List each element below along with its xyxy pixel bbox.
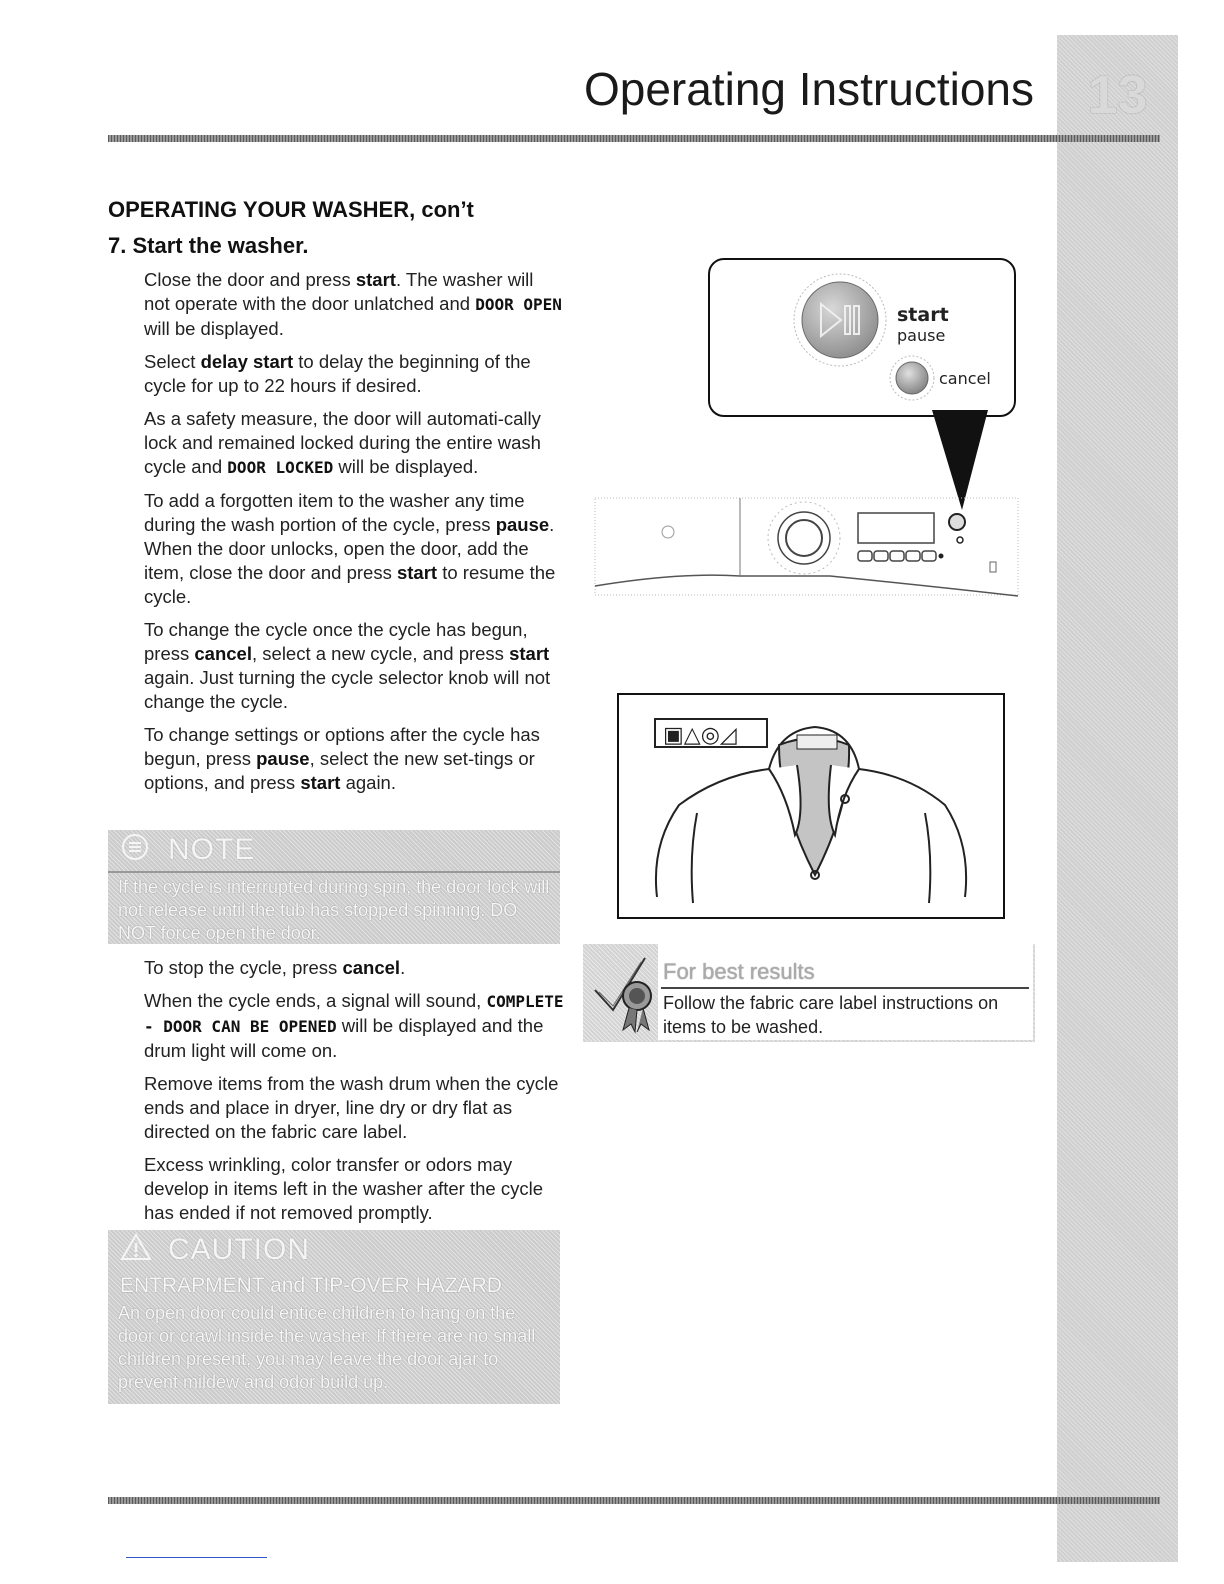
note-box bbox=[108, 830, 560, 944]
text: will be displayed. bbox=[333, 456, 479, 477]
paragraph-wrinkling: Excess wrinkling, color transfer or odors may develop in items left in the washer after the cycle has ended if not removed promptly. bbox=[144, 1154, 543, 1223]
instructions-column-top bbox=[144, 268, 564, 804]
start-label: start bbox=[897, 304, 949, 326]
keyword-start: start bbox=[509, 643, 550, 664]
footer-link-underline bbox=[126, 1557, 267, 1558]
cancel-label: cancel bbox=[939, 369, 991, 388]
page-number: 13 bbox=[1087, 65, 1148, 125]
text: To change settings or options after the cycle has begun, press bbox=[144, 724, 540, 769]
caution-heading bbox=[120, 1232, 310, 1270]
text: When the cycle ends, a signal will sound, bbox=[144, 990, 487, 1011]
text: will be displayed. bbox=[144, 318, 284, 339]
side-tab-bar bbox=[1057, 35, 1178, 1562]
text: To change the cycle once the cycle has begun, press bbox=[144, 619, 528, 664]
paragraph-remove-items: Remove items from the wash drum when the cycle ends and place in dryer, line dry or dry flat as directed on the fabric care label. bbox=[144, 1073, 559, 1142]
text: again. bbox=[340, 772, 396, 793]
keyword-start: start bbox=[355, 269, 396, 290]
text: . bbox=[400, 957, 406, 978]
display-message: DOOR LOCKED bbox=[227, 458, 334, 477]
caution-text: An open door could entice children to hang on the door or crawl inside the washer. If there are no small children present, you may leave the door ajar to prevent mildew and odor build up. bbox=[118, 1303, 536, 1392]
paragraph-change-cycle bbox=[144, 618, 564, 714]
page-title: Operating Instructions bbox=[583, 63, 1034, 115]
best-results-heading: For best results bbox=[663, 959, 815, 984]
text: to delay the beginning of the cycle for up to 22 hours if desired. bbox=[144, 351, 531, 396]
keyword-delay-start: delay start bbox=[200, 351, 294, 372]
text: again. Just turning the cycle selector knob will not change the cycle. bbox=[144, 667, 551, 712]
note-heading-text: NOTE bbox=[168, 832, 256, 866]
text: Close the door and press bbox=[144, 269, 356, 290]
keyword-cancel: cancel bbox=[342, 957, 401, 978]
paragraph-delay-start bbox=[144, 350, 564, 398]
display-message: COMPLETE - DOOR CAN BE OPENED bbox=[144, 992, 564, 1036]
text: . The washer will not operate with the door unlatched and bbox=[144, 269, 534, 314]
keyword-cancel: cancel bbox=[194, 643, 252, 664]
header-rule bbox=[108, 135, 1160, 142]
best-results-box bbox=[583, 944, 1035, 1042]
keyword-pause: pause bbox=[495, 514, 550, 535]
text: , select a new cycle, and press bbox=[252, 643, 510, 664]
keyword-pause: pause bbox=[256, 748, 310, 769]
text: To add a forgotten item to the washer any time during the wash portion of the cycle, press bbox=[144, 490, 525, 535]
best-results-divider bbox=[661, 987, 1029, 989]
svg-text:▣△◎◿: ▣△◎◿ bbox=[663, 723, 737, 748]
instructions-column-bottom bbox=[144, 956, 564, 1234]
note-text: If the cycle is interrupted during spin, the door lock will not release until the tub has stopped spinning. DO NOT force open the door. bbox=[118, 877, 550, 943]
text: Select bbox=[144, 351, 201, 372]
pause-label: pause bbox=[897, 326, 946, 345]
note-heading bbox=[120, 832, 255, 870]
note-divider bbox=[108, 871, 560, 873]
caution-subheading: ENTRAPMENT and TIP-OVER HAZARD bbox=[120, 1274, 502, 1297]
control-callout bbox=[708, 258, 1016, 417]
note-icon bbox=[120, 832, 150, 870]
control-panel-illustration bbox=[590, 410, 1030, 610]
paragraph-close-door bbox=[144, 268, 564, 341]
callout-pointer bbox=[932, 410, 988, 510]
text: To stop the cycle, press bbox=[144, 957, 343, 978]
text: , select the new set-tings or options, and press bbox=[144, 748, 535, 793]
display-message: DOOR OPEN bbox=[475, 295, 562, 314]
shirt-with-care-label-illustration bbox=[619, 695, 1003, 917]
paragraph-door-lock bbox=[144, 407, 564, 480]
ribbon-check-icon bbox=[587, 950, 661, 1039]
section-title: OPERATING YOUR WASHER, con’t bbox=[108, 197, 474, 222]
paragraph-cycle-ends bbox=[144, 989, 564, 1063]
text: . When the door unlocks, open the door, add the item, close the door and press bbox=[144, 514, 555, 583]
text: As a safety measure, the door will automati-cally lock and remained locked during the entire wash cycle and bbox=[144, 408, 541, 477]
caution-box bbox=[108, 1230, 560, 1404]
best-results-text: Follow the fabric care label instructions on items to be washed. bbox=[663, 993, 999, 1037]
caution-heading-text: CAUTION bbox=[168, 1232, 310, 1266]
keyword-start: start bbox=[396, 562, 438, 583]
paragraph-add-item bbox=[144, 489, 564, 609]
paragraph-stop-cycle bbox=[144, 956, 564, 980]
text: will be displayed and the drum light will come on. bbox=[144, 1015, 544, 1061]
footer-rule bbox=[108, 1497, 1160, 1504]
play-pause-icon bbox=[819, 302, 863, 343]
shirt-illustration-frame bbox=[617, 693, 1005, 919]
keyword-start: start bbox=[300, 772, 341, 793]
warning-triangle-icon bbox=[120, 1232, 150, 1270]
paragraph-change-settings bbox=[144, 723, 564, 795]
step-title: 7. Start the washer. bbox=[108, 233, 309, 258]
text: to resume the cycle. bbox=[144, 562, 556, 607]
